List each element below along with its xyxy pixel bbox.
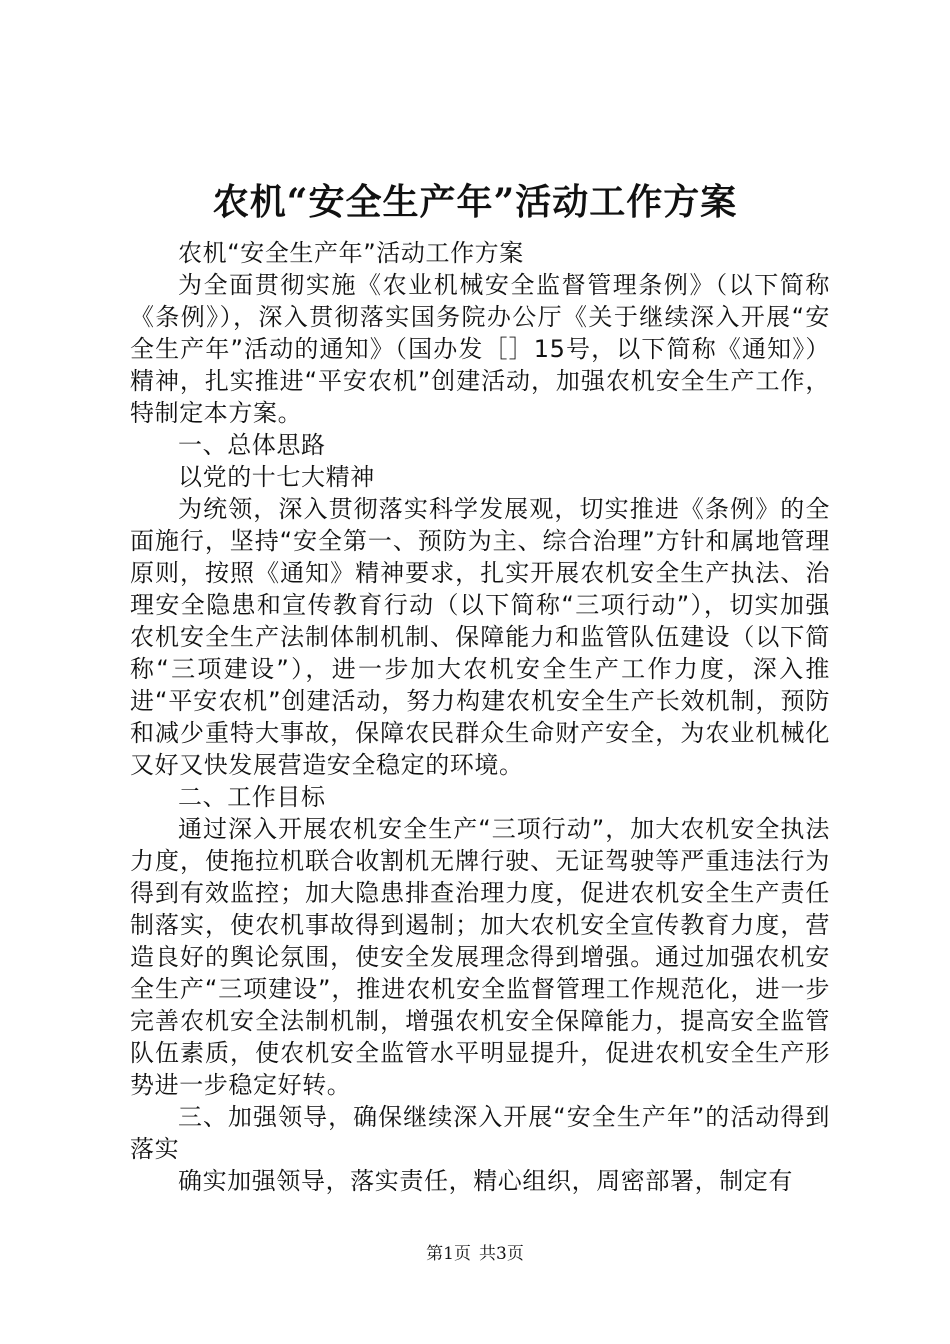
section-heading-3: 三、加强领导，确保继续深入开展“安全生产年”的活动得到落实 — [130, 1103, 830, 1163]
page-total: 共3页 — [479, 1244, 524, 1264]
document-title: 农机“安全生产年”活动工作方案 — [212, 181, 738, 223]
paragraph-subtitle: 农机“安全生产年”活动工作方案 — [178, 239, 524, 267]
page-number: 第1页 — [426, 1244, 471, 1264]
paragraph-approach: 为统领，深入贯彻落实科学发展观，切实推进《条例》的全面施行，坚持“安全第一、预防为主、综合治理”方针和属地管理原则，按照《通知》精神要求，扎实开展农机安全生产执法、治理安全隐患和宣传教育行动（以下简称“三项行动”），切实加强农机安全生产法制体制机制、保障能力和监管队伍建设（以下简称“三项建设”），进一步加大农机安全生产工作力度，深入推进“平安农机”创建活动，努力构建农机安全生产长效机制，预防和减少重特大事故，保障农民群众生命财产安全，为农业机械化又好又快发展营造安全稳定的环境。 — [130, 495, 830, 779]
section-heading-1: 一、总体思路 — [178, 431, 326, 459]
paragraph-intro: 为全面贯彻实施《农业机械安全监督管理条例》（以下简称《条例》），深入贯彻落实国务院办公厅《关于继续深入开展“安全生产年”活动的通知》（国办发［］15号，以下简称《通知》）精神，扎实推进“平安农机”创建活动，加强农机安全生产工作，特制定本方案。 — [130, 271, 830, 427]
document-body — [130, 237, 830, 1197]
paragraph-goals: 通过深入开展农机安全生产“三项行动”，加大农机安全执法力度，使拖拉机联合收割机无牌行驶、无证驾驶等严重违法行为得到有效监控；加大隐患排查治理力度，促进农机安全生产责任制落实，使农机事故得到遏制；加大农机安全宣传教育力度，营造良好的舆论氛围，使安全发展理念得到增强。通过加强农机安全生产“三项建设”，推进农机安全监督管理工作规范化，进一步完善农机安全法制机制，增强农机安全保障能力，提高安全监管队伍素质，使农机安全监管水平明显提升，促进农机安全生产形势进一步稳定好转。 — [130, 815, 830, 1099]
page-footer — [0, 1242, 950, 1266]
paragraph-line: 以党的十七大精神 — [178, 463, 375, 491]
paragraph-leadership: 确实加强领导，落实责任，精心组织，周密部署，制定有 — [178, 1167, 793, 1195]
section-heading-2: 二、工作目标 — [178, 783, 326, 811]
